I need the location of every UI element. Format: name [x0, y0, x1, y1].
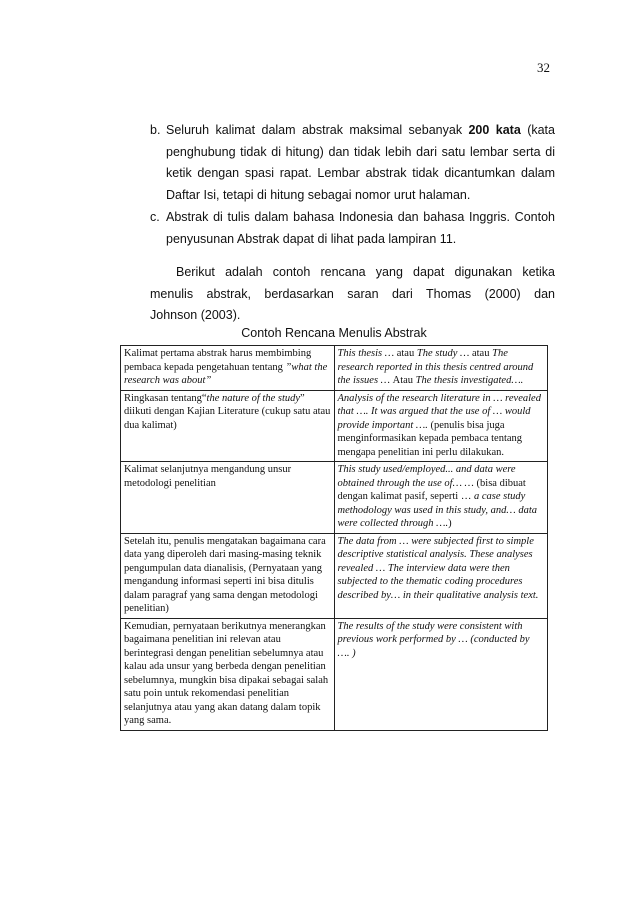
table-cell-instruction: [121, 618, 335, 730]
cell-text-segment: Analysis of the research literature in … revealed that …. It was argued that the use of … would provide important ….: [337, 392, 541, 431]
table-cell-example: [334, 390, 548, 462]
cell-text-segment: the nature of the study: [206, 392, 301, 404]
cell-text-segment: atau: [396, 348, 417, 359]
list-item-c-text: Abstrak di tulis dalam bahasa Indonesia dan bahasa Inggris. Contoh penyusunan Abstrak dapat di lihat pada lampiran 11.: [166, 210, 555, 246]
cell-text-segment: Kalimat pertama abstrak harus membimbing pembaca kepada pengetahuan tentang: [124, 348, 312, 373]
table-row: [121, 462, 548, 534]
cell-text-segment: Ringkasan tentang“: [124, 392, 207, 404]
list-item-b-text-before: Seluruh kalimat dalam abstrak maksimal sebanyak: [166, 123, 469, 137]
cell-text-segment: The data from … were subjected first to simple descriptive statistical analysis. These analyses revealed … The interview data were then subjected to the thematic coding procedures described by… in their qualitative analysis text.: [337, 535, 539, 601]
paragraph-line-3: Johnson (2003).: [150, 308, 241, 322]
cell-text-segment: Setelah itu, penulis mengatakan bagaimana cara data yang diperoleh dari masing-masing teknik pengumpulan data dianalisis, (Pernyataan yang mengandung informasi seperti ini bisa ditulis dalam paragraf yang sama dengan metodologi penelitian): [124, 535, 326, 614]
paragraph-line-2: menulis abstrak, berdasarkan saran dari Thomas (2000) dan: [150, 286, 555, 301]
table-row: [121, 533, 548, 618]
cell-text-segment: Kalimat selanjutnya mengandung unsur metodologi penelitian: [124, 464, 292, 489]
cell-text-segment: (penulis bisa juga menginformasikan kepada pembaca tentang mengapa penelitian ini perlu dilakukan.: [337, 419, 523, 458]
table-cell-example: [334, 346, 548, 391]
cell-text-segment: ”what the research was about”: [124, 361, 328, 386]
list-item-b-bold: 200 kata: [468, 123, 521, 137]
cell-text-segment: The study …: [416, 348, 472, 359]
cell-text-segment: ” diikuti dengan Kajian Literature (cukup satu atau dua kalimat): [124, 392, 331, 431]
list-item-b-text-after: (kata penghubung tidak di hitung) dan tidak lebih dari satu lembar serta di ketik dengan spasi rapat. Lembar abstrak tidak dicantumkan dalam Daftar Isi, tetapi di hitung sebagai nomor urut halaman.: [166, 123, 555, 202]
cell-text-segment: This study used/employed... and data were obtained through the use of… …: [337, 464, 516, 489]
table-cell-example: [334, 462, 548, 534]
list-item-b-text: [166, 120, 555, 206]
cell-text-segment: a case study methodology was used in this study, and… data were collected through ….: [337, 491, 537, 529]
table-cell-example: [334, 618, 548, 730]
table-caption: Contoh Rencana Menulis Abstrak: [241, 326, 427, 340]
cell-text-segment: The results of the study were consistent with previous work performed by … (conducted by …. ): [337, 620, 530, 659]
table-row: [121, 346, 548, 391]
abstract-plan-table: [120, 345, 548, 731]
list-item-c: [150, 207, 555, 250]
cell-text-segment: atau: [471, 348, 493, 359]
cell-text-segment: Kemudian, pernyataan berikutnya menerangkan bagaimana penelitian ini relevan atau berintegrasi dengan penelitian sebelumnya atau kalau ada unsur yang berbeda dengan penelitian sebelumnya, mungkin bisa dipakai sebagai salah satu poin untuk rekomendasi penelitian selanjutnya atau yang akan datang dalam topik yang sama.: [124, 620, 329, 726]
table-row: [121, 390, 548, 462]
list-marker-c: c.: [150, 210, 160, 224]
cell-text-segment: ): [448, 518, 452, 529]
table-cell-example: [334, 533, 548, 618]
body-paragraph: [150, 262, 555, 327]
list-item-b: [150, 120, 555, 206]
table-cell-instruction: [121, 346, 335, 391]
table-cell-instruction: [121, 390, 335, 462]
table-row: [121, 618, 548, 730]
table-cell-instruction: [121, 533, 335, 618]
cell-text-segment: This thesis …: [337, 348, 397, 359]
cell-text-segment: The research reported in this thesis centred around the issues …: [337, 348, 534, 386]
paragraph-line-1: Berikut adalah contoh rencana yang dapat digunakan ketika: [176, 265, 555, 279]
page-number: 32: [537, 60, 550, 75]
cell-text-segment: Atau: [392, 375, 416, 386]
table-body: [121, 346, 548, 731]
cell-text-segment: The thesis investigated….: [415, 375, 524, 386]
cell-text-segment: (bisa dibuat dengan kalimat pasif, seperti …: [337, 477, 526, 502]
table-cell-instruction: [121, 462, 335, 534]
list-marker-b: b.: [150, 123, 161, 137]
